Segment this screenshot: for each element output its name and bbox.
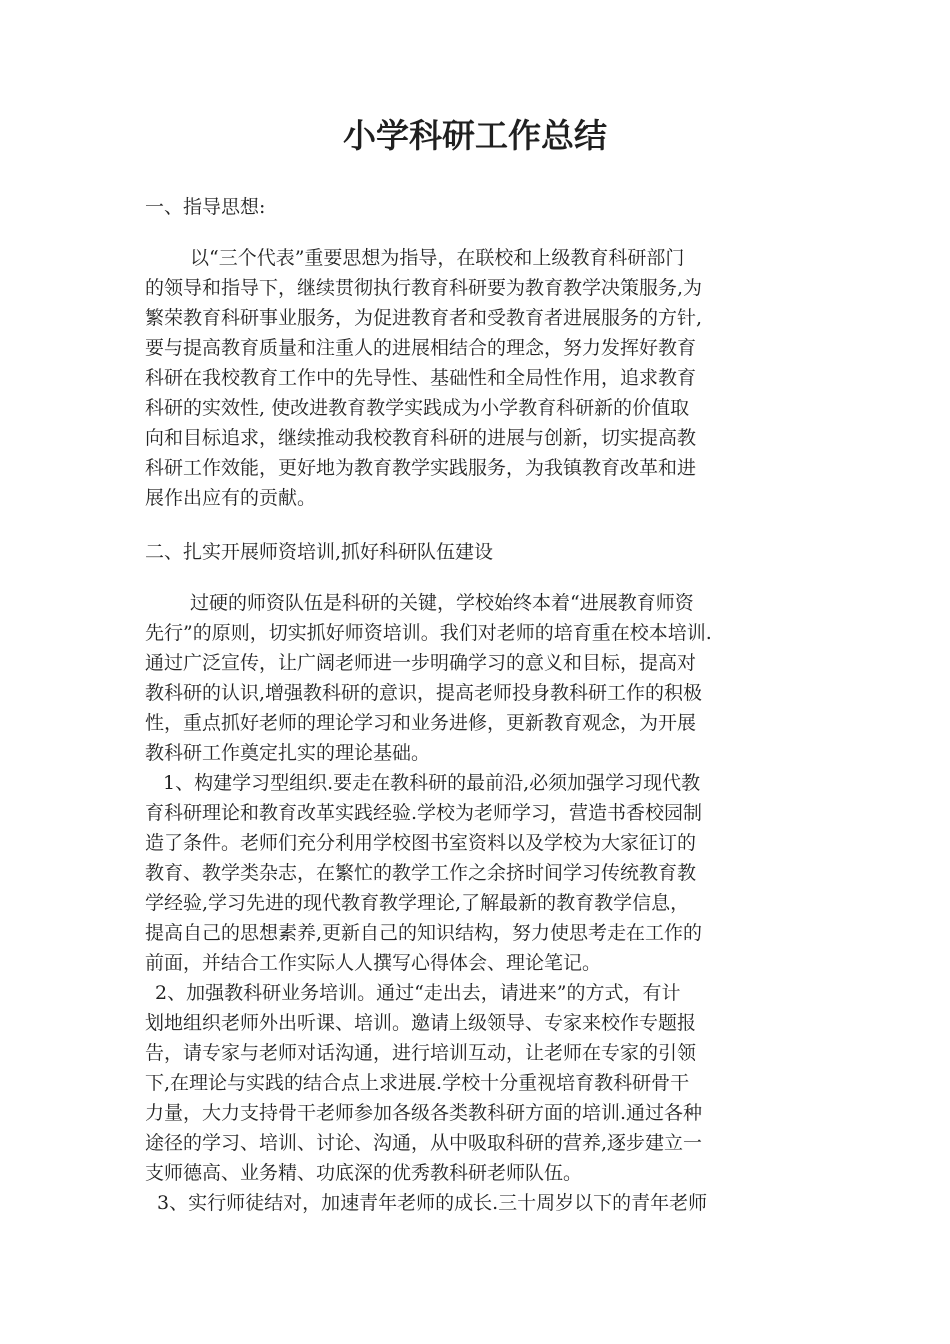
list-item-line: 造了条件。老师们充分利用学校图书室资料以及学校为大家征订的 bbox=[145, 832, 697, 854]
paragraph-line: 教科研工作奠定扎实的理论基础。 bbox=[145, 742, 431, 764]
list-item-line: 告，请专家与老师对话沟通，进行培训互动，让老师在专家的引领 bbox=[145, 1042, 697, 1064]
paragraph-line: 性，重点抓好老师的理论学习和业务进修，更新教育观念，为开展 bbox=[145, 712, 697, 734]
list-item-line: 支师德高、业务精、功底深的优秀教科研老师队伍。 bbox=[145, 1162, 583, 1184]
paragraph-line: 以“三个代表”重要思想为指导，在联校和上级教育科研部门 bbox=[190, 247, 685, 269]
list-item-line: 教育、教学类杂志，在繁忙的教学工作之余挤时间学习传统教育教 bbox=[145, 862, 697, 884]
paragraph-line: 展作出应有的贡献。 bbox=[145, 487, 317, 509]
paragraph-line: 繁荣教育科研事业服务，为促进教育者和受教育者进展服务的方针, bbox=[145, 307, 703, 329]
list-item-line: 3、实行师徒结对，加速青年老师的成长.三十周岁以下的青年老师 bbox=[157, 1192, 708, 1214]
paragraph-line: 科研在我校教育工作中的先导性、基础性和全局性作用，追求教育 bbox=[145, 367, 697, 389]
list-item-line: 前面，并结合工作实际人人撰写心得体会、理论笔记。 bbox=[145, 952, 602, 974]
list-item-line: 1、构建学习型组织.要走在教科研的最前沿,必须加强学习现代教 bbox=[163, 772, 701, 794]
list-item-line: 提高自己的思想素养,更新自己的知识结构，努力使思考走在工作的 bbox=[145, 922, 703, 944]
list-item-line: 下,在理论与实践的结合点上求进展.学校十分重视培育教科研骨干 bbox=[145, 1072, 690, 1094]
list-item-line: 育科研理论和教育改革实践经验.学校为老师学习，营造书香校园制 bbox=[145, 802, 703, 824]
list-item-line: 划地组织老师外出听课、培训。邀请上级领导、专家来校作专题报 bbox=[145, 1012, 697, 1034]
section-heading: 二、扎实开展师资培训,抓好科研队伍建设 bbox=[145, 541, 494, 563]
paragraph-line: 要与提高教育质量和注重人的进展相结合的理念，努力发挥好教育 bbox=[145, 337, 697, 359]
list-item-line: 力量，大力支持骨干老师参加各级各类教科研方面的培训.通过各种 bbox=[145, 1102, 703, 1124]
paragraph-line: 教科研的认识,增强教科研的意识，提高老师投身教科研工作的积极 bbox=[145, 682, 703, 704]
paragraph-line: 通过广泛宣传，让广阔老师进一步明确学习的意义和目标，提高对 bbox=[145, 652, 697, 674]
list-item-line: 途径的学习、培训、讨论、沟通，从中吸取科研的营养,逐步建立一 bbox=[145, 1132, 703, 1154]
paragraph-line: 向和目标追求，继续推动我校教育科研的进展与创新，切实提高教 bbox=[145, 427, 697, 449]
paragraph-line: 过硬的师资队伍是科研的关键，学校始终本着“进展教育师资 bbox=[190, 592, 694, 614]
section-heading: 一、指导思想: bbox=[145, 196, 266, 218]
paragraph-line: 先行”的原则，切实抓好师资培训。我们对老师的培育重在校本培训. bbox=[145, 622, 712, 644]
list-item-line: 学经验,学习先进的现代教育教学理论,了解最新的教育教学信息， bbox=[145, 892, 690, 914]
paragraph-line: 科研的实效性, 使改进教育教学实践成为小学教育科研新的价值取 bbox=[145, 397, 690, 419]
paragraph-line: 的领导和指导下，继续贯彻执行教育科研要为教育教学决策服务,为 bbox=[145, 277, 703, 299]
paragraph-line: 科研工作效能，更好地为教育教学实践服务，为我镇教育改革和进 bbox=[145, 457, 697, 479]
document-title: 小学科研工作总结 bbox=[343, 116, 607, 155]
list-item-line: 2、加强教科研业务培训。通过“走出去，请进来”的方式，有计 bbox=[155, 982, 681, 1004]
